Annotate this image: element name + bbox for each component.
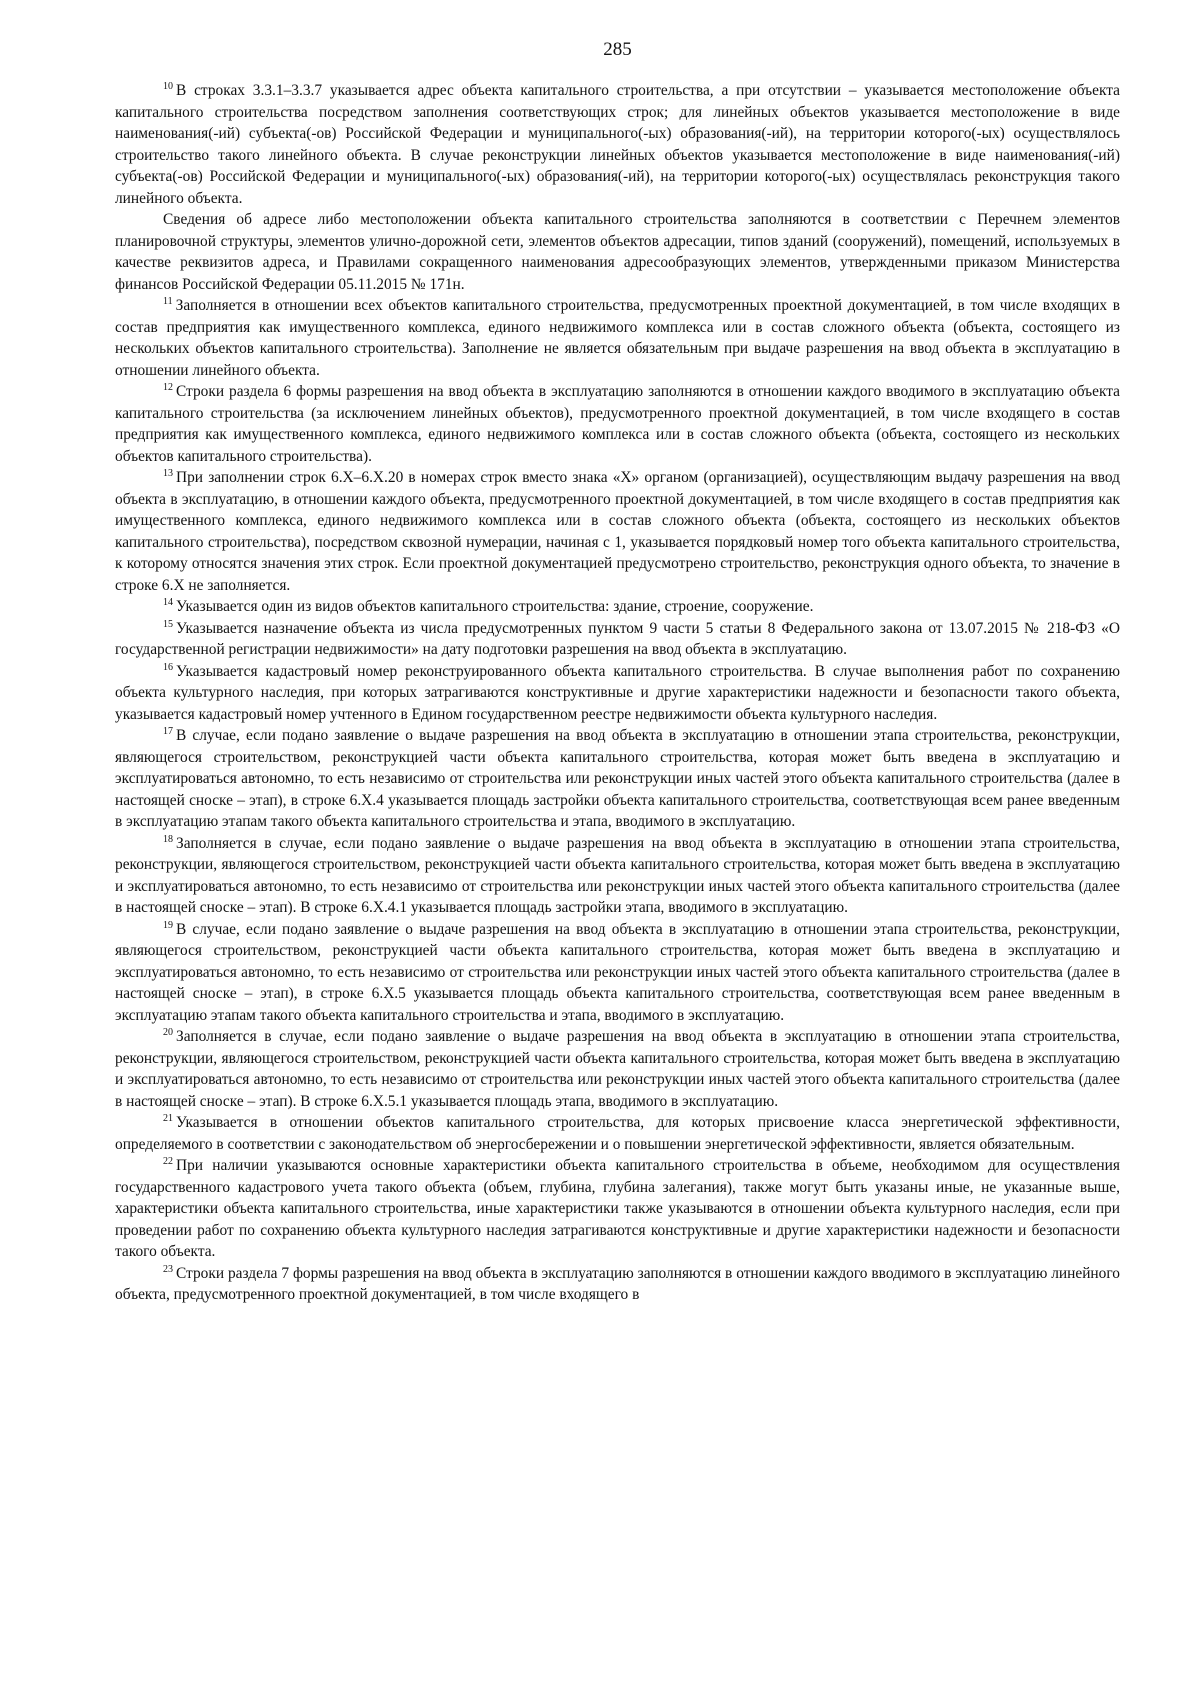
footnote-paragraph — [115, 833, 1120, 919]
footnote-marker: 11 — [163, 296, 173, 307]
footnote-marker: 17 — [163, 726, 173, 737]
footnote-text: Заполняется в отношении всех объектов капитального строительства, предусмотренных проектной документацией, в том числе входящих в состав предприятия как имущественного комплекса, единого недвижимого комплекса или в состав сложного объекта (объекта, состоящего из нескольких объектов капитального строительства). Заполнение не является обязательным при выдаче разрешения на ввод объекта в эксплуатацию в отношении линейного объекта. — [115, 297, 1120, 379]
footnote-text: Указывается один из видов объектов капитального строительства: здание, строение, сооружение. — [176, 598, 814, 615]
footnote-paragraph — [115, 596, 1120, 618]
footnote-marker: 15 — [163, 618, 173, 630]
footnote-text: Строки раздела 7 формы разрешения на ввод объекта в эксплуатацию заполняются в отношении каждого вводимого в эксплуатацию линейного объекта, предусмотренного проектной документацией, в том числе входящего в — [115, 1264, 1120, 1303]
footnote-marker: 22 — [163, 1156, 173, 1167]
footnote-text: Указывается кадастровый номер реконструированного объекта капитального строительства. В случае выполнения работ по сохранению объекта культурного наследия, при которых затрагиваются конструктивные и другие характеристики надежности и безопасности такого объекта, указывается кадастровый номер учтенного в Едином государственном реестре недвижимости объекта культурного наследия. — [115, 662, 1120, 723]
footnote-paragraph — [115, 661, 1120, 726]
footnote-marker: 14 — [163, 597, 173, 608]
footnote-paragraph — [115, 1155, 1120, 1263]
footnote-marker: 23 — [163, 1263, 173, 1275]
footnote-marker: 10 — [163, 81, 173, 92]
footnote-text: Заполняется в случае, если подано заявление о выдаче разрешения на ввод объекта в эксплуатацию в отношении этапа строительства, реконструкции, являющегося строительством, реконструкцией части объекта капитального строительства, которая может быть введена в эксплуатацию и эксплуатироваться автономно, то есть независимо от строительства или реконструкции иных частей этого объекта капитального строительства (далее в настоящей сноске – этап). В строке 6.Х.4.1 указывается площадь застройки этапа, вводимого в эксплуатацию. — [115, 834, 1120, 916]
footnote-paragraph — [115, 1026, 1120, 1112]
footnote-marker: 12 — [163, 382, 173, 393]
footnote-paragraph — [115, 80, 1120, 209]
footnote-text: Указывается в отношении объектов капитального строительства, для которых присвоение класса энергетической эффективности, определяемого в соответствии с законодательством об энергосбережении и о повышении энергетической эффективности, является обязательным. — [115, 1114, 1120, 1153]
footnote-marker: 18 — [163, 833, 173, 845]
page-number: 285 — [603, 39, 632, 60]
footnote-marker: 19 — [163, 919, 173, 931]
footnote-paragraph — [115, 467, 1120, 596]
footnote-paragraph — [115, 618, 1120, 661]
footnote-paragraph — [115, 209, 1120, 295]
footnote-paragraph — [115, 1112, 1120, 1155]
footnote-text: В строках 3.3.1–3.3.7 указывается адрес объекта капитального строительства, а при отсутствии – указывается местоположение объекта капитального строительства посредством заполнения соответствующих строк; для линейных объектов указывается местоположение в виде наименования(-ий) субъекта(-ов) Российской Федерации и муниципального(-ых) образования(-ий), на территории которого(-ых) осуществлялось строительство такого линейного объекта. В случае реконструкции линейных объектов указывается местоположение в виде наименования(-ий) субъекта(-ов) Российской Федерации и муниципального(-ых) образования(-ий), на территории которого(-ых) осуществлялась реконструкция такого линейного объекта. — [115, 82, 1120, 207]
footnote-text: Указывается назначение объекта из числа предусмотренных пунктом 9 части 5 статьи 8 Федерального закона от 13.07.2015 № 218-ФЗ «О государственной регистрации недвижимости» на дату подготовки разрешения на ввод объекта в эксплуатацию. — [115, 619, 1120, 658]
footnote-paragraph — [115, 295, 1120, 381]
footnote-text: В случае, если подано заявление о выдаче разрешения на ввод объекта в эксплуатацию в отношении этапа строительства, реконструкции, являющегося строительством, реконструкцией части объекта капитального строительства, которая может быть введена в эксплуатацию и эксплуатироваться автономно, то есть независимо от строительства или реконструкции иных частей этого объекта капитального строительства (далее в настоящей сноске – этап), в строке 6.Х.4 указывается площадь застройки объекта капитального строительства, соответствующая всем ранее введенным в эксплуатацию этапам такого объекта капитального строительства и этапа, вводимого в эксплуатацию. — [115, 727, 1120, 830]
footnote-text: Заполняется в случае, если подано заявление о выдаче разрешения на ввод объекта в эксплуатацию в отношении этапа строительства, реконструкции, являющегося строительством, реконструкцией части объекта капитального строительства, которая может быть введена в эксплуатацию и эксплуатироваться автономно, то есть независимо от строительства или реконструкции иных частей этого объекта капитального строительства (далее в настоящей сноске – этап). В строке 6.Х.5.1 указывается площадь этапа, вводимого в эксплуатацию. — [115, 1028, 1120, 1110]
footnote-marker: 21 — [163, 1113, 173, 1124]
footnote-paragraph — [115, 1263, 1120, 1306]
footnote-text: В случае, если подано заявление о выдаче разрешения на ввод объекта в эксплуатацию в отношении этапа строительства, реконструкции, являющегося строительством, реконструкцией части объекта капитального строительства, которая может быть введена в эксплуатацию и эксплуатироваться автономно, то есть независимо от строительства или реконструкции иных частей этого объекта капитального строительства (далее в настоящей сноске – этап), в строке 6.Х.5 указывается площадь объекта капитального строительства, соответствующая всем ранее введенным в эксплуатацию этапам такого объекта капитального строительства и этапа, вводимого в эксплуатацию. — [115, 920, 1120, 1024]
footnote-text: Сведения об адресе либо местоположении объекта капитального строительства заполняются в соответствии с Перечнем элементов планировочной структуры, элементов улично-дорожной сети, элементов объектов адресации, типов зданий (сооружений), помещений, используемых в качестве реквизитов адреса, и Правилами сокращенного наименования адресообразующих элементов, утвержденными приказом Министерства финансов Российской Федерации 05.11.2015 № 171н. — [115, 211, 1120, 293]
footnote-text: При наличии указываются основные характеристики объекта капитального строительства в объеме, необходимом для осуществления государственного кадастрового учета такого объекта (объем, глубина, глубина залегания), также могут быть указаны иные, не указанные выше, характеристики объекта капитального строительства, иные характеристики также указываются в отношении объекта культурного наследия, если при проведении работ по сохранению объекта культурного наследия затрагиваются конструктивные и другие характеристики надежности и безопасности такого объекта. — [115, 1157, 1120, 1260]
footnote-marker: 13 — [163, 468, 173, 479]
footnote-paragraph — [115, 381, 1120, 467]
footnote-paragraph — [115, 919, 1120, 1027]
footnote-text: Строки раздела 6 формы разрешения на ввод объекта в эксплуатацию заполняются в отношении каждого вводимого в эксплуатацию объекта капитального строительства (за исключением линейных объектов), предусмотренного проектной документацией, в том числе входящего в состав предприятия как имущественного комплекса, единого недвижимого комплекса или в состав сложного объекта (объекта, состоящего из нескольких объектов капитального строительства). — [115, 383, 1120, 465]
footnotes-section — [115, 80, 1120, 1306]
footnote-marker: 16 — [163, 661, 173, 673]
footnote-marker: 20 — [163, 1027, 173, 1038]
footnote-paragraph — [115, 725, 1120, 833]
footnote-text: При заполнении строк 6.Х–6.Х.20 в номерах строк вместо знака «Х» органом (организацией), осуществляющим выдачу разрешения на ввод объекта в эксплуатацию, в отношении каждого объекта, предусмотренного проектной документацией, в том числе входящего в состав предприятия как имущественного комплекса, единого недвижимого комплекса или в состав сложного объекта (объекта, состоящего из нескольких объектов капитального строительства), посредством сквозной нумерации, начиная с 1, указывается порядковый номер того объекта капитального строительства, к которому относятся значения этих строк. Если проектной документацией предусмотрено строительство, реконструкция одного объекта, то значение в строке 6.Х не заполняется. — [115, 469, 1120, 594]
